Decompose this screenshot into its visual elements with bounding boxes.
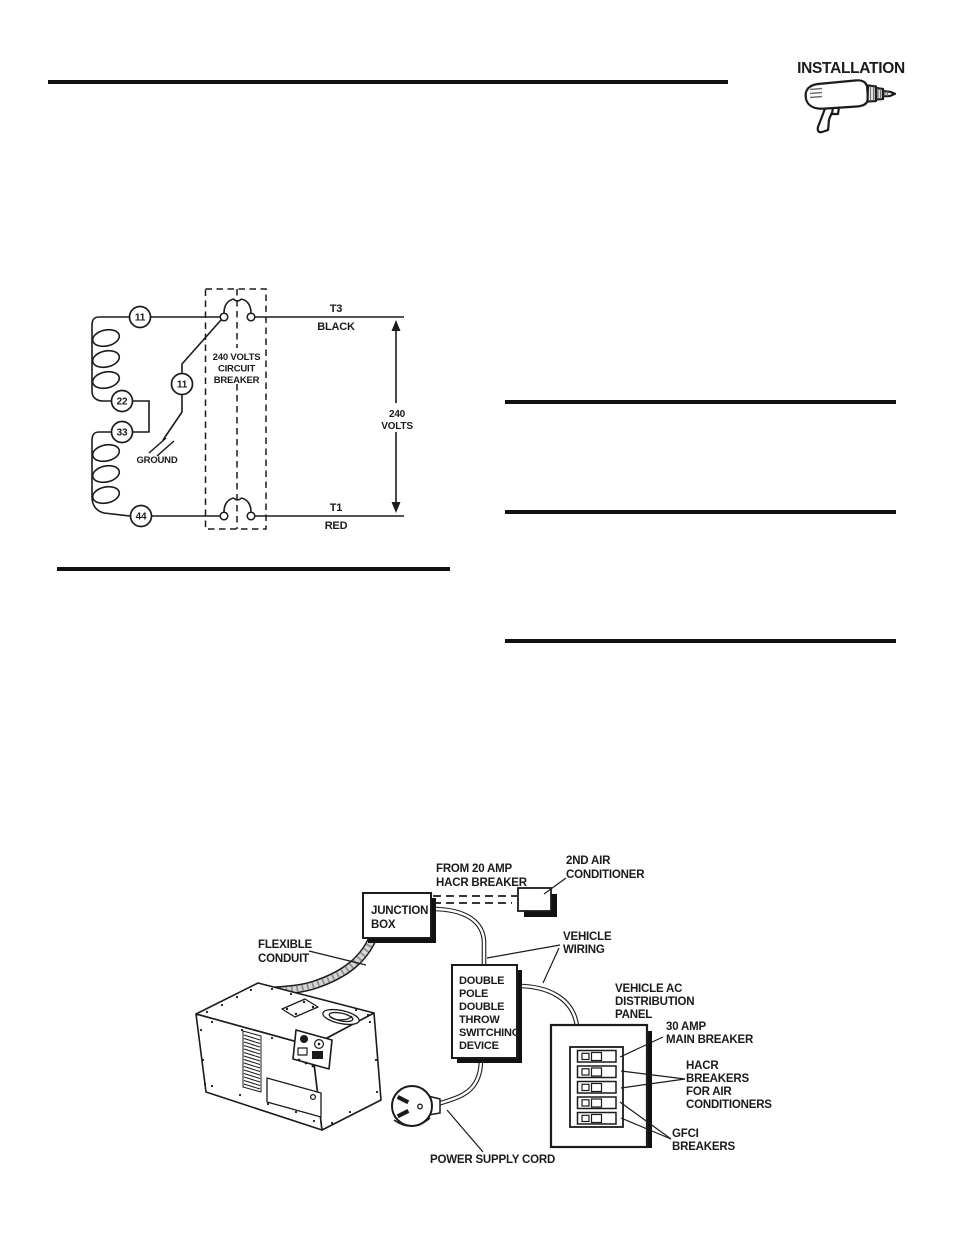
power-plug (392, 1086, 440, 1126)
terminal-markers (112, 307, 193, 527)
t3-color: BLACK (317, 321, 355, 333)
svg-text:DOUBLE: DOUBLE (459, 975, 505, 987)
svg-text:JUNCTION: JUNCTION (371, 905, 429, 917)
voltage-arrow (381, 320, 413, 513)
svg-text:THROW: THROW (459, 1014, 500, 1026)
svg-text:MAIN BREAKER: MAIN BREAKER (666, 1034, 754, 1046)
top-rule (48, 80, 728, 84)
right-column-rule-2 (505, 510, 896, 514)
svg-text:BREAKERS: BREAKERS (672, 1141, 735, 1153)
stator-winding-upper (91, 317, 130, 401)
svg-text:DISTRIBUTION: DISTRIBUTION (615, 996, 695, 1008)
second-ac-unit (518, 888, 557, 917)
breaker-label (213, 352, 261, 386)
terminal-33: 33 (116, 427, 128, 439)
svg-text:2ND AIR: 2ND AIR (566, 855, 611, 867)
svg-text:FOR AIR: FOR AIR (686, 1086, 732, 1098)
t1-color: RED (324, 520, 348, 532)
breaker-row (578, 1082, 617, 1094)
installation-overview-diagram (175, 845, 770, 1180)
hacr-feed-dashed-lines (433, 896, 517, 903)
breaker-enclosure (206, 289, 267, 529)
junction-box (363, 893, 436, 943)
wire-junction-to-switch (432, 909, 484, 966)
terminal-11-branch: 11 (176, 379, 188, 391)
svg-text:BOX: BOX (371, 919, 396, 931)
svg-text:GFCI: GFCI (672, 1128, 699, 1140)
svg-text:HACR: HACR (686, 1060, 719, 1072)
generator-output-wiring-diagram (55, 283, 425, 543)
svg-text:DEVICE: DEVICE (459, 1040, 499, 1052)
svg-text:BREAKER: BREAKER (213, 375, 260, 386)
svg-text:CIRCUIT: CIRCUIT (217, 363, 256, 375)
svg-text:FROM 20 AMP: FROM 20 AMP (436, 863, 512, 875)
svg-text:240 VOLTS: 240 VOLTS (212, 352, 261, 363)
generator-vent-grille (243, 1031, 261, 1092)
terminal-44: 44 (135, 511, 147, 523)
svg-text:CONDITIONERS: CONDITIONERS (686, 1099, 772, 1111)
svg-text:BREAKERS: BREAKERS (686, 1073, 749, 1085)
right-column-rule-1 (505, 400, 896, 404)
breaker-row (578, 1097, 617, 1109)
svg-text:CONDUIT: CONDUIT (258, 953, 309, 965)
breaker-row (578, 1066, 617, 1078)
voltage-value: 240 (388, 409, 406, 420)
terminal-11-top: 11 (134, 312, 146, 324)
label-flexible-conduit (258, 939, 313, 965)
svg-text:CONDITIONER: CONDITIONER (566, 869, 645, 881)
left-column-rule (57, 567, 450, 571)
terminal-22: 22 (116, 396, 128, 408)
wire-switch-to-panel (518, 986, 577, 1026)
right-column-rule-3 (505, 639, 896, 643)
winding-jumper-22-33 (133, 401, 149, 432)
t1-tag: T1 (329, 502, 343, 514)
svg-text:POLE: POLE (459, 988, 489, 1000)
svg-text:DOUBLE: DOUBLE (459, 1001, 505, 1013)
breaker-row (578, 1051, 617, 1063)
label-vehicle-wiring (563, 931, 612, 956)
svg-text:VEHICLE: VEHICLE (563, 931, 612, 943)
label-hacr-breakers (686, 1060, 772, 1111)
stator-winding-lower (91, 432, 130, 516)
svg-text:WIRING: WIRING (563, 944, 605, 956)
generator-unit (196, 983, 381, 1130)
label-from-hacr-breaker (436, 863, 528, 889)
label-gfci-breakers (672, 1128, 735, 1153)
transfer-switch-box (452, 965, 522, 1063)
svg-text:VEHICLE AC: VEHICLE AC (615, 983, 683, 995)
drill-icon (795, 77, 899, 135)
breaker-row (578, 1113, 617, 1125)
ground-label: GROUND (136, 455, 178, 466)
label-distribution-panel (615, 983, 694, 1021)
ground-symbol (149, 438, 174, 456)
svg-text:PANEL: PANEL (615, 1009, 653, 1021)
label-main-breaker (666, 1021, 754, 1046)
label-power-supply-cord: POWER SUPPLY CORD (430, 1154, 556, 1166)
t3-tag: T3 (329, 303, 343, 315)
svg-text:30 AMP: 30 AMP (666, 1021, 706, 1033)
svg-text:HACR BREAKER: HACR BREAKER (436, 877, 527, 889)
label-second-ac (566, 855, 645, 881)
ac-distribution-panel (551, 1025, 652, 1148)
svg-text:SWITCHING: SWITCHING (459, 1027, 521, 1039)
voltage-unit: VOLTS (381, 421, 413, 432)
section-tab-label: INSTALLATION (797, 60, 905, 77)
svg-text:FLEXIBLE: FLEXIBLE (258, 939, 312, 951)
